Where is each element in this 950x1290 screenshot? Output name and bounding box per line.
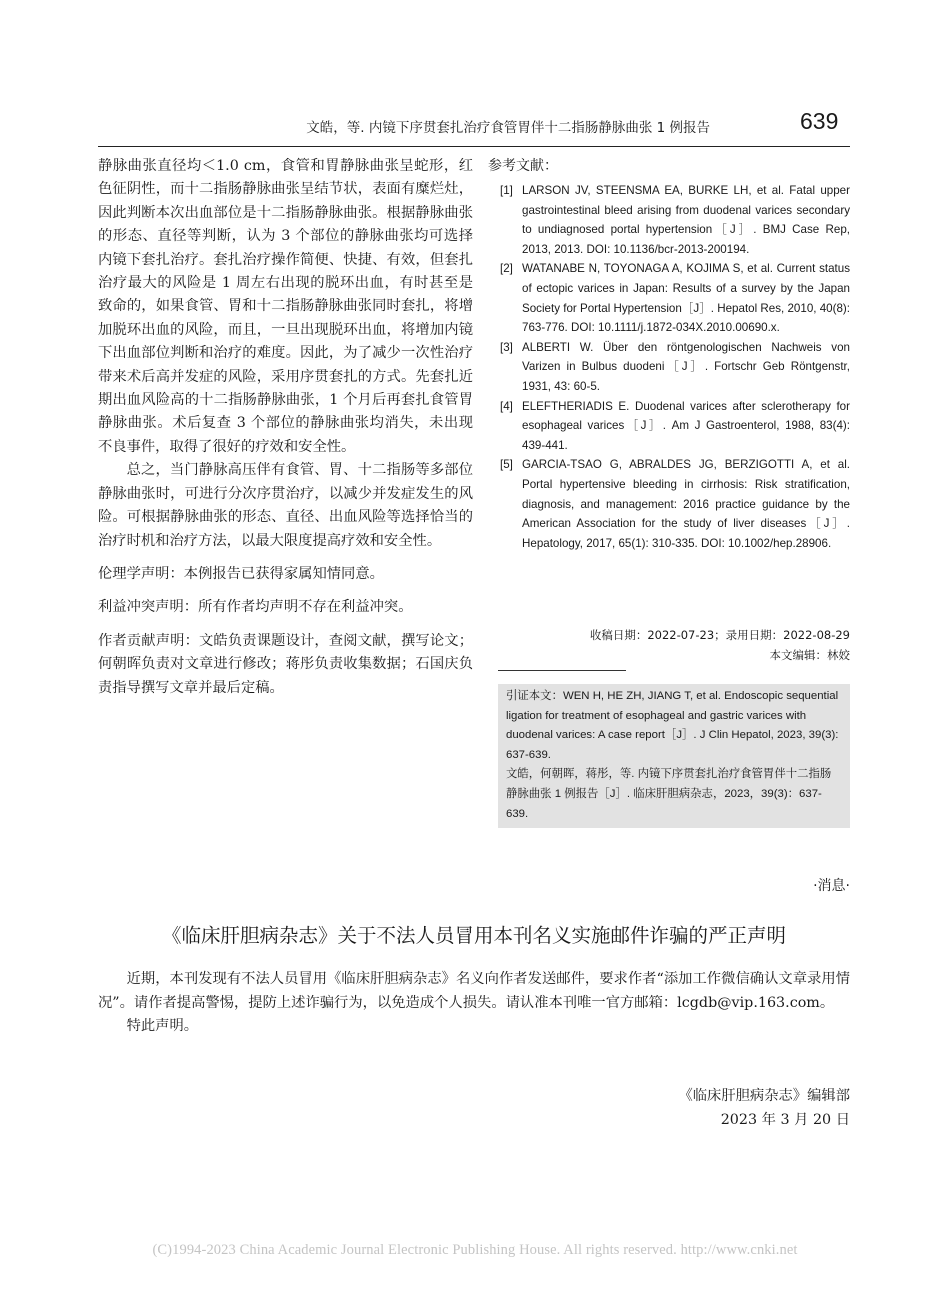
body-paragraph: 总之，当门静脉高压伴有食管、胃、十二指肠等多部位静脉曲张时，可进行分次序贯治疗，以减少并发症发生的风险。可根据静脉曲张的形态、直径、出血风险等选择恰当的治疗时机和治疗方法，以最大限度提高疗效和安全性。 — [98, 462, 473, 549]
citation-box — [498, 684, 850, 828]
editor-credit: 本文编辑：林姣 — [769, 648, 850, 662]
ethics-statement: 伦理学声明：本例报告已获得家属知情同意。 — [98, 565, 384, 582]
reference-number: [2] — [500, 262, 513, 276]
reference-number: [5] — [500, 458, 513, 472]
conflict-statement: 利益冲突声明：所有作者均声明不存在利益冲突。 — [98, 599, 413, 616]
citation-divider — [498, 670, 626, 671]
body-paragraph: 静脉曲张直径均＜1.0 cm，食管和胃静脉曲张呈蛇形，红色征阴性，而十二指肠静脉曲张呈结节状，表面有糜烂灶，因此判断本次出血部位是十二指肠静脉曲张。根据静脉曲张的形态、直径等判断，认为 3 个部位的静脉曲张均可选择内镜下套扎治疗。套扎治疗操作简便、快捷、有效，但套扎治疗最大的风险是 1 周左右出现的脱环出血，有时甚至是致命的，如果食管、胃和十二指肠静脉曲张同时套扎，将增加脱环出血的风险，而且，一旦出现脱环出血，将增加内镜下出血部位判断和治疗的难度。因此，为了减少一次性治疗带来术后高并发症的风险，采用序贯套扎的方式。先套扎近期出血风险高的十二指肠静脉曲张，1 个月后再套扎食管胃静脉曲张。术后复查 3 个部位的静脉曲张均消失，未出现不良事件，取得了很好的疗效和安全性。 — [98, 158, 473, 455]
page-number: 639 — [800, 108, 839, 134]
reference-text: LARSON JV, STEENSMA EA, BURKE LH, et al. Fatal upper gastrointestinal bleed arising from duodenal varices secondary to undiagnosed portal hypertension［J］. BMJ Case Rep, 2013, 2013. DOI: 10.1136/bcr-2013-200194. — [522, 184, 850, 256]
news-tag: ·消息· — [813, 878, 850, 894]
reference-item — [488, 259, 850, 337]
reference-item — [488, 181, 850, 259]
reference-number: [3] — [500, 340, 513, 354]
article-dates — [488, 625, 850, 665]
citation-english: 引证本文：WEN H, HE ZH, JIANG T, et al. Endoscopic sequential ligation for treatment of esophageal and gastric varices with duodenal varices: A case report［J］. J Clin Hepatol, 2023, 39(3): 637-639. — [506, 690, 839, 761]
news-body — [98, 968, 850, 1039]
news-title: 《临床肝胆病杂志》关于不法人员冒用本刊名义实施邮件诈骗的严正声明 — [161, 924, 786, 947]
reference-text: GARCIA-TSAO G, ABRALDES JG, BERZIGOTTI A, et al. Portal hypertensive bleeding in cirrhosis: Risk stratification, diagnosis, and management: 2016 practice guidance by the American Association for the study of liver diseases［J］. Hepatology, 2017, 65(1): 310-335. DOI: 10.1002/hep.28906. — [522, 458, 850, 550]
references-heading: 参考文献： — [488, 158, 558, 174]
running-title: 文皓，等. 内镜下序贯套扎治疗食管胃伴十二指肠静脉曲张 1 例报告 — [306, 120, 710, 136]
reference-number: [1] — [500, 184, 513, 197]
news-signature: 《临床肝胆病杂志》编辑部 — [678, 1088, 850, 1104]
references-section — [488, 155, 850, 553]
news-paragraph: 近期，本刊发现有不法人员冒用《临床肝胆病杂志》名义向作者发送邮件，要求作者“添加工作微信确认文章录用情况”。请作者提高警惕，提防上述诈骗行为，以免造成个人损失。请认准本刊唯一官方邮箱：lcgdb@vip.163.com。 — [98, 971, 850, 1011]
reference-text: WATANABE N, TOYONAGA A, KOJIMA S, et al. Current status of ectopic varices in Japan: Results of a survey by the Japan Society for Portal Hypertension［J］. Hepatol Res, 2010, 40(8): 763-776. DOI: 10.1111/j.1872-034X.2010.00690.x. — [522, 262, 850, 335]
reference-item — [488, 455, 850, 553]
reference-item — [488, 338, 850, 397]
reference-item — [488, 397, 850, 456]
citation-chinese: 文皓，何朝晖，蒋彤，等. 内镜下序贯套扎治疗食管胃伴十二指肠静脉曲张 1 例报告［J］. 临床肝胆病杂志，2023，39(3)：637-639. — [506, 768, 832, 820]
left-column — [98, 155, 473, 700]
contribution-statement: 作者贡献声明：文皓负责课题设计，查阅文献，撰写论文；何朝晖负责对文章进行修改；蒋彤负责收集数据；石国庆负责指导撰写文章并最后定稿。 — [98, 632, 473, 696]
reference-text: ALBERTI W. Über den röntgenologischen Nachweis von Varizen in Bulbus duodeni［J］. Fortschr Geb Röntgenstr, 1931, 43: 60-5. — [522, 340, 850, 393]
copyright-footer: (C)1994-2023 China Academic Journal Electronic Publishing House. All rights reserved. http://www.cnki.net — [152, 1242, 798, 1258]
news-closing: 特此声明。 — [126, 1018, 199, 1034]
received-date: 收稿日期：2022-07-23；录用日期：2022-08-29 — [589, 628, 850, 642]
reference-text: ELEFTHERIADIS E. Duodenal varices after sclerotherapy for esophageal varices［J］. Am J Gastroenterol, 1988, 83(4): 439-441. — [522, 399, 850, 452]
reference-list — [488, 181, 850, 553]
news-signature-block — [600, 1085, 850, 1132]
news-date: 2023 年 3 月 20 日 — [720, 1111, 850, 1128]
reference-number: [4] — [500, 399, 513, 413]
header-rule — [98, 146, 850, 147]
